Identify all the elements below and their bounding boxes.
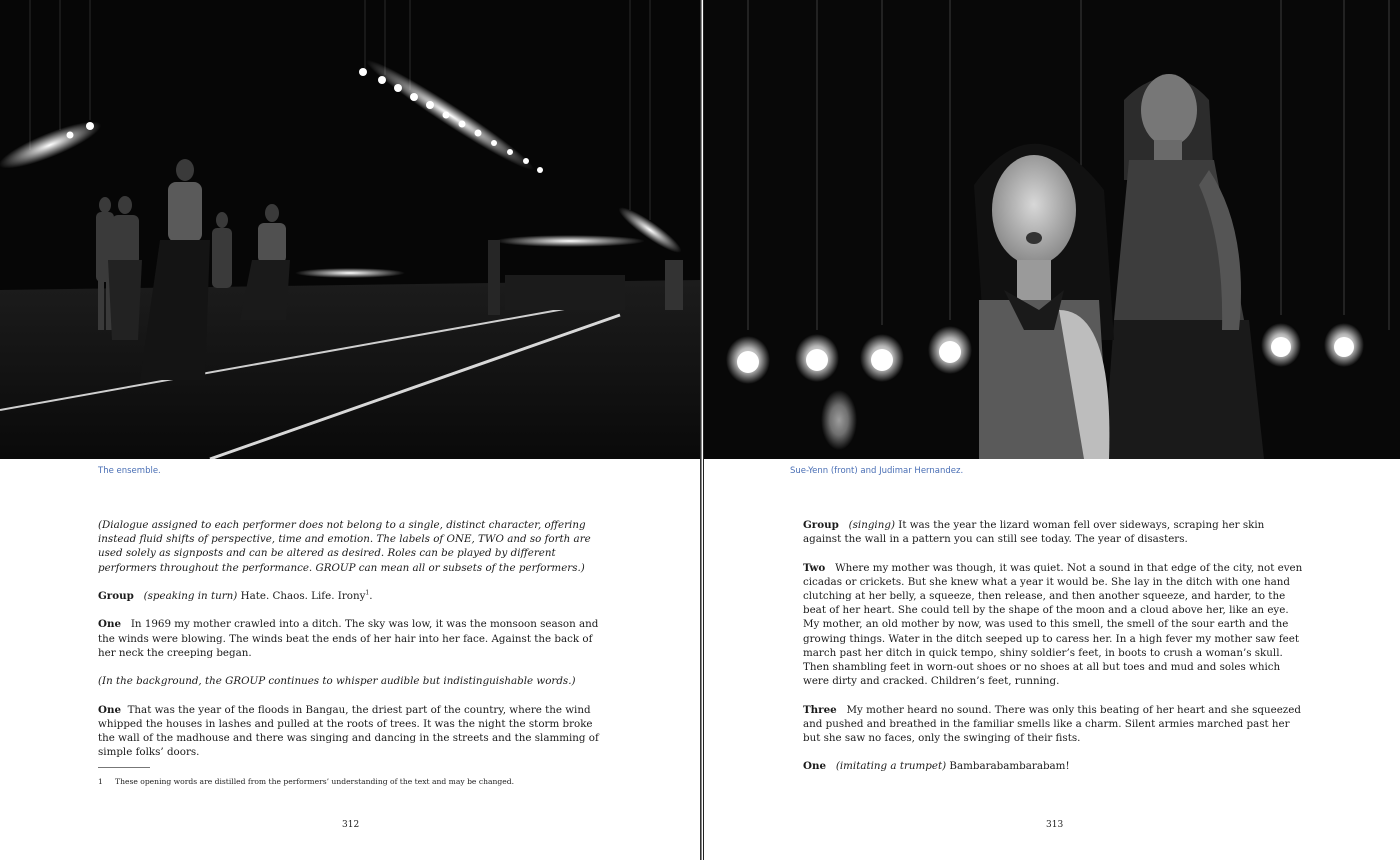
speaker-direction: (imitating a trumpet) [835,760,947,773]
speaker-direction: (speaking in turn) [143,590,238,602]
speaker-name: One [803,760,827,773]
speaker-name: Group [803,519,839,531]
line-text: My mother heard no sound. There was only this beating of her heart and she squeezed and pushed and breathed in the familiar smells like a charm. Silent armies marched past her but she saw no faces, only the swinging of their fists. [803,703,1301,745]
right-photo-caption: Sue-Yenn (front) and Judimar Hernandez. [790,466,964,476]
speaker-name: Two [803,561,826,574]
line-end: . [369,590,373,602]
line-text: Where my mother was though, it was quiet. Not a sound in that edge of the city, not even cicadas or crickets. But she knew what a year it would be. She lay in the ditch with one hand clutching at her belly, a squeeze, then release, and then another squeeze, and harder, to the beat of her heart. She could tell by the shape of the moon and a cloud above her, like an eye. My mother, an old mother by now, was used to this smell, the smell of the sour earth and the growing things. Water in the ditch seeped up to caress her. In a high fever my mother saw feet march past her ditch in quick tempo, shiny soldier’s feet, in boots to crush a woman’s skull. Then shambling feet in worn-out shoes or no shoes at all but toes and mud and soles which were dirty and cracked. Children’s feet, running. [803,561,1303,688]
right-page [704,0,1400,860]
left-script-text [98,518,608,774]
page-number-right: 313 [1046,820,1064,830]
photo-performers [704,0,1400,459]
script-line-one [98,617,608,660]
script-line-group-singing [803,518,1303,546]
speaker-name: One [98,703,122,716]
line-text: Hate. Chaos. Life. Irony [240,590,366,602]
footnote-ref[interactable]: 1 [365,589,370,597]
footnote-text: These opening words are distilled from the performers’ understanding of the text and may be changed. [115,777,515,786]
performers-photo-illustration [704,0,1400,459]
photo-ensemble [0,0,700,459]
intro-direction: (Dialogue assigned to each performer does not belong to a single, distinct character, offering instead fluid shifts of perspective, time and emotion. The labels of ONE, TWO and so forth are used solely as signposts and can be altered as desired. Roles can be played by different performers throughout the performance. GROUP can mean all or subsets of the performers.) [98,519,591,574]
stage-direction: (In the background, the GROUP continues to whisper audible but indistinguishable words.) [98,675,576,688]
script-line-three [803,703,1303,746]
script-line-two [803,561,1303,689]
line-text: In 1969 my mother crawled into a ditch. The sky was low, it was the monsoon season and the winds were blowing. The winds beat the ends of her hair into her face. Against the back of her neck the creeping began. [98,618,599,659]
speaker-name: Group [98,590,134,602]
footnote-rule [98,767,150,768]
speaker-name: Three [803,703,837,716]
line-text: Bambarabambarabam! [949,760,1070,773]
speaker-name: One [98,618,122,631]
line-text: It was the year the lizard woman fell over sideways, scraping her skin against the wall in a pattern you can still see today. The year of disasters. [803,519,1265,546]
footnote [98,777,514,786]
ensemble-photo-illustration [0,0,700,459]
script-line-one-trumpet [803,759,1303,773]
left-photo-caption: The ensemble. [98,466,161,476]
line-text: That was the year of the floods in Bangau, the driest part of the country, where the wind whipped the houses in lashes and pulled at the roots of trees. It was the night the storm broke the wall of the madhouse and there was singing and dancing in the streets and the slamming of simple folks’ doors. [98,703,599,759]
right-script-text [803,518,1303,788]
script-line-group [98,589,608,603]
footnote-number: 1 [98,777,103,786]
script-line-one-second [98,703,608,760]
page-number-left: 312 [342,820,360,830]
speaker-direction: (singing) [848,519,895,531]
